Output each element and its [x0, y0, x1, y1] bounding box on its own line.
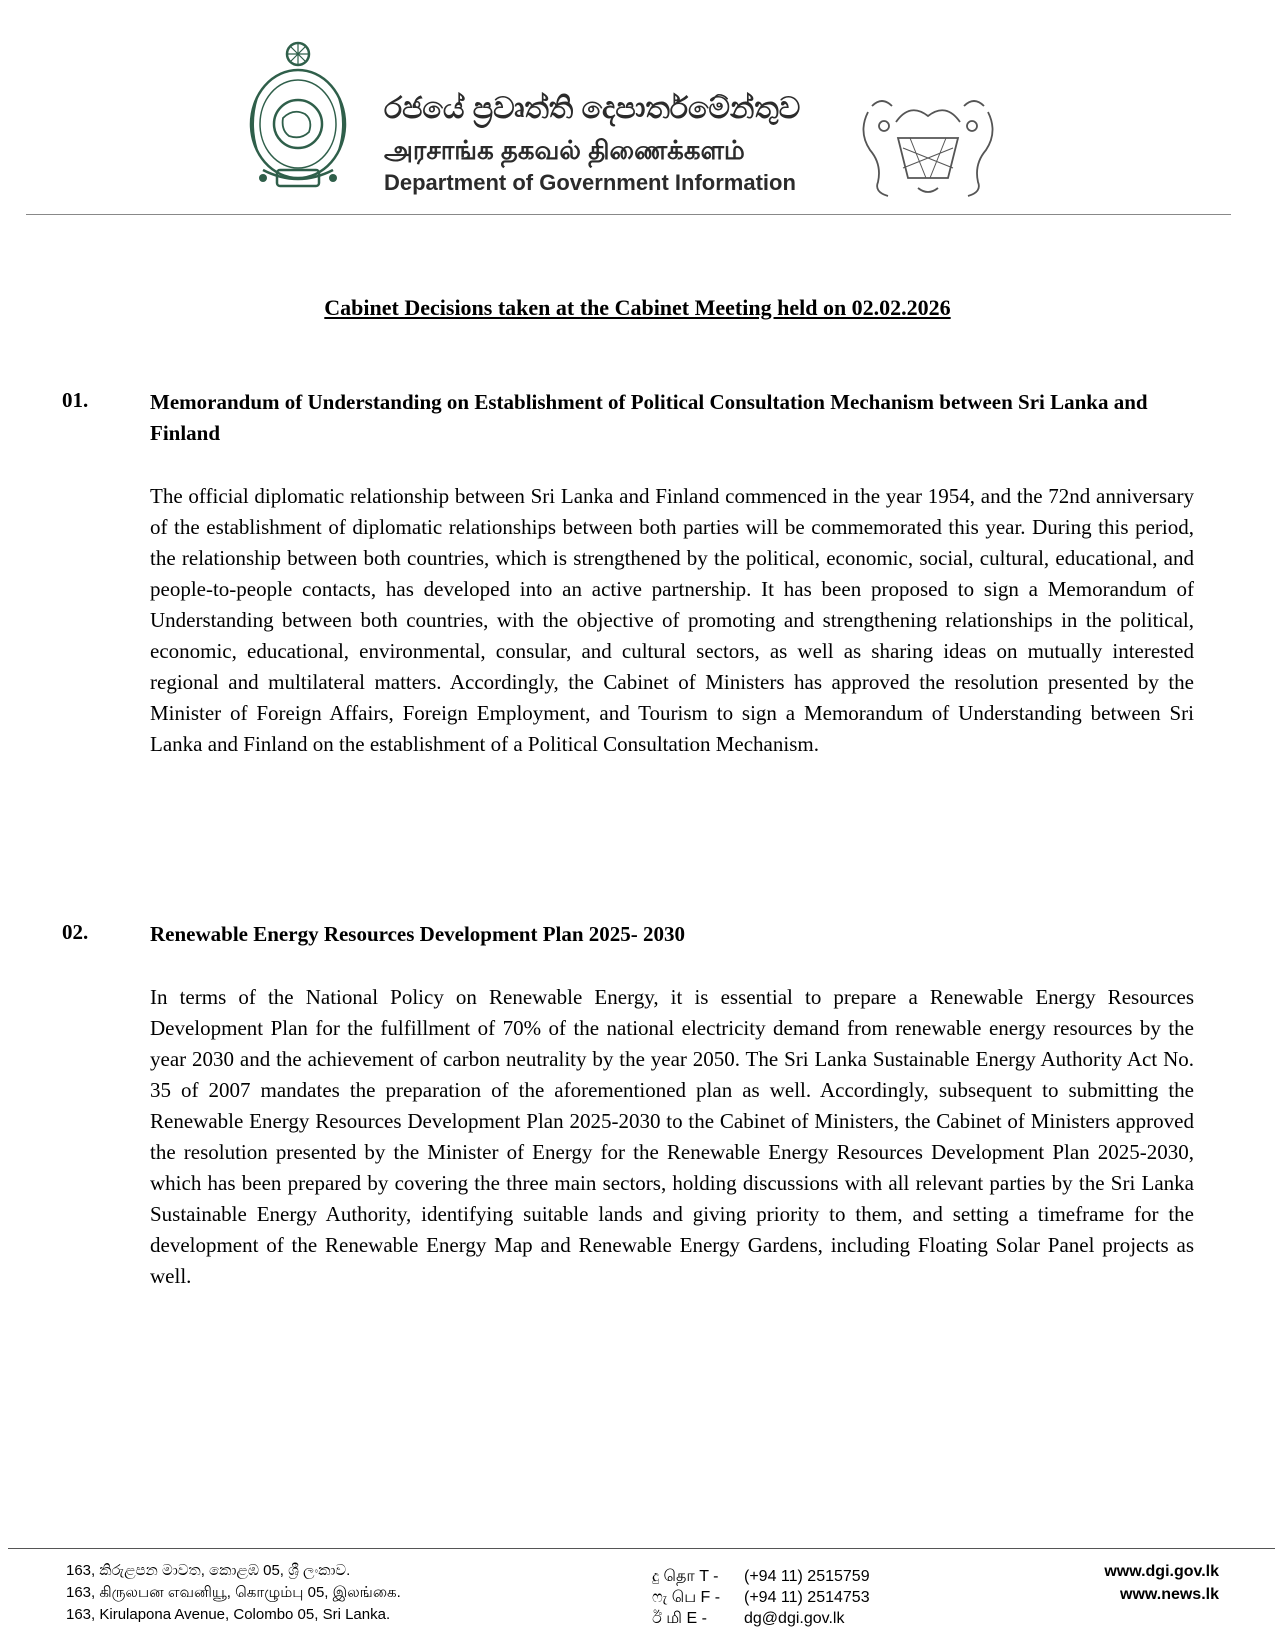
item-body: In terms of the National Policy on Renewable Energy, it is essential to prepare a Renewable Energy Resources Development Plan for the fulfillment of 70% of the national electricity demand from renewable energy resources by the year 2030 and the achievement of carbon neutrality by the year 2050. The Sri Lanka Sustainable Energy Authority Act No. 35 of 2007 mandates the preparation of the aforementioned plan as well. Accordingly, subsequent to submitting the Renewable Energy Resources Development Plan 2025-2030 to the Cabinet of Ministers, the Cabinet of Ministers approved the resolution presented by the Minister of Energy for the Renewable Energy Resources Development Plan 2025-2030, which has been prepared by covering the three main sectors, holding discussions with all relevant parties by the Sri Lanka Sustainable Energy Authority, identifying suitable lands and giving priority to them, and setting a timeframe for the development of the Renewable Energy Map and Renewable Energy Gardens, including Floating Solar Panel projects as well.	[150, 985, 1194, 1288]
footer-contact	[652, 1566, 870, 1629]
footer-divider	[8, 1548, 1275, 1549]
department-name-sinhala: රජයේ ප්‍රවෘත්ති දෙපාර්තමේන්තුව	[384, 92, 801, 125]
fax-row	[652, 1587, 870, 1608]
address-sinhala: 163, කිරුළපන මාවත, කොළඹ 05, ශ්‍රී ලංකාව.	[66, 1562, 351, 1579]
item-heading: Memorandum of Understanding on Establishment of Political Consultation Mechanism between Sri Lanka and Finland	[150, 390, 1148, 445]
state-emblem-logo	[243, 38, 353, 196]
item-heading: Renewable Energy Resources Development Plan 2025- 2030	[150, 922, 686, 946]
footer-address	[66, 1560, 401, 1626]
header-divider	[26, 214, 1231, 215]
email-row	[652, 1608, 870, 1629]
department-name-english: Department of Government Information	[384, 170, 796, 195]
item-body: The official diplomatic relationship between Sri Lanka and Finland commenced in the year 1954, and the 72nd anniversary of the establishment of diplomatic relationships between both parties will be commemorated this year. During this period, the relationship between both countries, which is strengthened by the political, economic, social, cultural, educational, and people-to-people contacts, has developed into an active partnership. It has been proposed to sign a Memorandum of Understanding between both countries, with the objective of promoting and strengthening relationships in the political, economic, educational, environmental, consular, and cultural sectors, as well as sharing ideas on mutually interested regional and multilateral matters. Accordingly, the Cabinet of Ministers has approved the resolution presented by the Minister of Foreign Affairs, Foreign Employment, and Tourism to sign a Memorandum of Understanding between Sri Lanka and Finland on the establishment of a Political Consultation Mechanism.	[150, 484, 1194, 756]
fax-label: ෆැ பெ F -	[652, 1589, 721, 1606]
department-name-tamil: அரசாங்க தகவல் திணைக்களம்	[384, 135, 745, 165]
phone-label: දු தொ T -	[652, 1568, 719, 1585]
phone-number[interactable]: (+94 11) 2515759	[744, 1568, 870, 1585]
email-label: ඊ மி E -	[652, 1610, 707, 1627]
decorative-motif-logo	[848, 92, 1008, 200]
item-number: 01.	[62, 388, 89, 412]
fax-number: (+94 11) 2514753	[744, 1589, 870, 1606]
website-link-news[interactable]: www.news.lk	[1120, 1586, 1219, 1603]
website-link-dgi[interactable]: www.dgi.gov.lk	[1104, 1563, 1219, 1580]
document-title: Cabinet Decisions taken at the Cabinet Meeting held on 02.02.2026	[324, 295, 951, 320]
email-address[interactable]: dg@dgi.gov.lk	[744, 1610, 845, 1627]
footer-websites	[1104, 1560, 1219, 1606]
item-number: 02.	[62, 920, 89, 944]
address-english: 163, Kirulapona Avenue, Colombo 05, Sri Lanka.	[66, 1606, 391, 1623]
phone-row	[652, 1566, 870, 1587]
address-tamil: 163, கிருலபன எவனியூ, கொழும்பு 05, இலங்கை.	[66, 1584, 401, 1601]
